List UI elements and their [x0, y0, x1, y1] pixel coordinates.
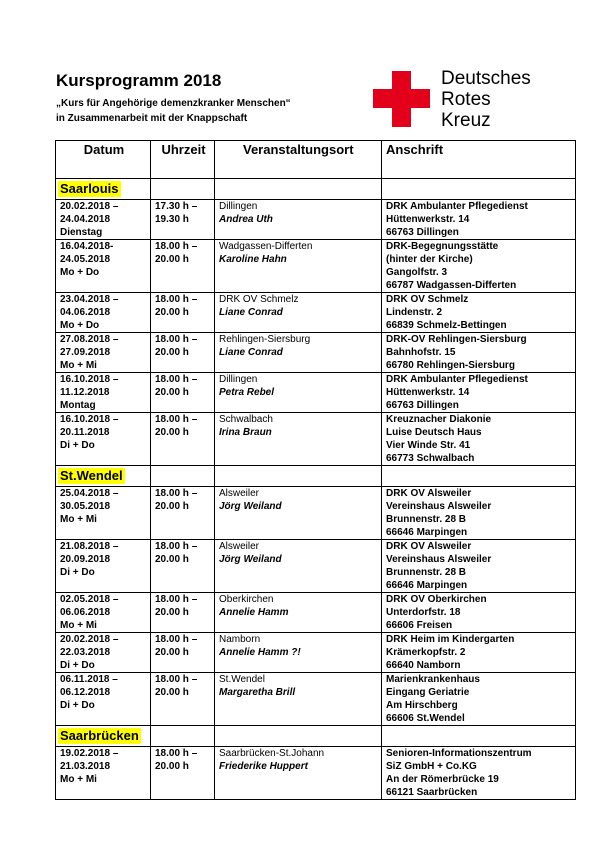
datum-line: 19.02.2018 – — [60, 748, 119, 759]
datum-cell — [56, 240, 151, 293]
section-empty-cell — [215, 726, 382, 747]
uhrzeit-line: 20.00 h — [155, 347, 189, 358]
anschrift-line: (hinter der Kirche) — [386, 254, 473, 265]
section-row — [56, 466, 576, 487]
table-row — [56, 413, 576, 466]
contact-person: Annelie Hamm — [219, 607, 289, 618]
contact-person: Liane Conrad — [219, 347, 283, 358]
contact-person: Andrea Uth — [219, 214, 273, 225]
datum-line: 24.04.2018 — [60, 214, 111, 225]
anschrift-line: 66640 Namborn — [386, 660, 461, 671]
subtitle-line-2: in Zusammenarbeit mit der Knappschaft — [56, 113, 248, 124]
ort-cell — [215, 333, 382, 373]
anschrift-line: Eingang Geriatrie — [386, 687, 470, 698]
datum-line: 06.11.2018 – — [60, 674, 118, 685]
anschrift-cell — [382, 240, 576, 293]
logo-text — [441, 68, 531, 131]
ort-name: Dillingen — [219, 374, 258, 385]
anschrift-line: Hüttenwerkstr. 14 — [386, 214, 470, 225]
anschrift-line: Lindenstr. 2 — [386, 307, 443, 318]
anschrift-line: Hüttenwerkstr. 14 — [386, 387, 470, 398]
uhrzeit-line: 17.30 h – — [155, 201, 198, 212]
uhrzeit-line: 18.00 h – — [155, 634, 198, 645]
ort-cell — [215, 373, 382, 413]
datum-cell — [56, 633, 151, 673]
anschrift-line: DRK-OV Rehlingen-Siersburg — [386, 334, 527, 345]
ort-cell — [215, 593, 382, 633]
anschrift-line: 66606 Freisen — [386, 620, 453, 631]
ort-cell — [215, 413, 382, 466]
datum-line: 16.04.2018- — [60, 241, 114, 252]
section-label: St.Wendel — [60, 468, 123, 483]
ort-name: Alsweiler — [219, 488, 260, 499]
uhrzeit-cell — [151, 333, 215, 373]
section-cell — [56, 179, 151, 200]
contact-person: Annelie Hamm ?! — [219, 647, 301, 658]
datum-line: 20.02.2018 – — [60, 201, 119, 212]
table-row — [56, 747, 576, 800]
uhrzeit-line: 18.00 h – — [155, 748, 198, 759]
section-empty-cell — [382, 466, 576, 487]
ort-cell — [215, 293, 382, 333]
section-empty-cell — [151, 179, 215, 200]
datum-cell — [56, 293, 151, 333]
uhrzeit-cell — [151, 593, 215, 633]
logo-line-3: Kreuz — [441, 110, 491, 131]
uhrzeit-line: 18.00 h – — [155, 414, 198, 425]
ort-cell — [215, 673, 382, 726]
table-row — [56, 240, 576, 293]
table-row — [56, 540, 576, 593]
anschrift-cell — [382, 487, 576, 540]
anschrift-line: 66606 St.Wendel — [386, 713, 465, 724]
uhrzeit-cell — [151, 240, 215, 293]
anschrift-line: Senioren-Informationszentrum — [386, 748, 532, 759]
anschrift-line: 66121 Saarbrücken — [386, 787, 478, 798]
table-header-row — [56, 141, 576, 179]
datum-line: Dienstag — [60, 227, 103, 238]
section-empty-cell — [215, 466, 382, 487]
header-ort: Veranstaltungsort — [215, 141, 382, 179]
uhrzeit-line: 18.00 h – — [155, 488, 198, 499]
uhrzeit-line: 20.00 h — [155, 554, 189, 565]
anschrift-cell — [382, 373, 576, 413]
uhrzeit-line: 20.00 h — [155, 307, 189, 318]
datum-cell — [56, 673, 151, 726]
table-row — [56, 593, 576, 633]
ort-name: Namborn — [219, 634, 261, 645]
anschrift-cell — [382, 333, 576, 373]
section-row — [56, 179, 576, 200]
anschrift-line: Vereinshaus Alsweiler — [386, 554, 492, 565]
ort-cell — [215, 633, 382, 673]
ort-cell — [215, 540, 382, 593]
datum-line: 21.08.2018 – — [60, 541, 119, 552]
anschrift-line: An der Römerbrücke 19 — [386, 774, 499, 785]
uhrzeit-line: 18.00 h – — [155, 541, 198, 552]
uhrzeit-line: 18.00 h – — [155, 241, 198, 252]
datum-line: 25.04.2018 – — [60, 488, 119, 499]
section-label: Saarbrücken — [60, 728, 139, 743]
datum-line: 30.05.2018 — [60, 501, 111, 512]
uhrzeit-line: 20.00 h — [155, 687, 189, 698]
anschrift-cell — [382, 540, 576, 593]
uhrzeit-cell — [151, 293, 215, 333]
anschrift-line: Brunnenstr. 28 B — [386, 514, 467, 525]
contact-person: Karoline Hahn — [219, 254, 287, 265]
course-table — [55, 140, 576, 800]
uhrzeit-line: 19.30 h — [155, 214, 189, 225]
datum-line: 23.04.2018 – — [60, 294, 119, 305]
uhrzeit-line: 20.00 h — [155, 501, 189, 512]
anschrift-line: Bahnhofstr. 15 — [386, 347, 456, 358]
uhrzeit-line: 20.00 h — [155, 761, 189, 772]
datum-line: Mo + Do — [60, 320, 100, 331]
anschrift-line: Vereinshaus Alsweiler — [386, 501, 492, 512]
anschrift-cell — [382, 593, 576, 633]
section-label: Saarlouis — [60, 181, 119, 196]
anschrift-line: DRK Ambulanter Pflegedienst — [386, 201, 528, 212]
uhrzeit-line: 18.00 h – — [155, 374, 198, 385]
header-uhrzeit: Uhrzeit — [151, 141, 215, 179]
datum-cell — [56, 540, 151, 593]
anschrift-cell — [382, 413, 576, 466]
contact-person: Friederike Huppert — [219, 761, 308, 772]
anschrift-line: DRK Ambulanter Pflegedienst — [386, 374, 528, 385]
datum-line: 24.05.2018 — [60, 254, 111, 265]
red-cross-icon — [373, 71, 430, 127]
uhrzeit-line: 18.00 h – — [155, 334, 198, 345]
ort-name: Dillingen — [219, 201, 258, 212]
uhrzeit-cell — [151, 673, 215, 726]
anschrift-line: Marienkrankenhaus — [386, 674, 480, 685]
anschrift-line: Unterdorfstr. 18 — [386, 607, 461, 618]
datum-cell — [56, 333, 151, 373]
anschrift-line: DRK OV Oberkirchen — [386, 594, 487, 605]
contact-person: Liane Conrad — [219, 307, 283, 318]
uhrzeit-cell — [151, 747, 215, 800]
ort-name: St.Wendel — [219, 674, 265, 685]
subtitle — [56, 96, 291, 126]
datum-line: Montag — [60, 400, 96, 411]
uhrzeit-line: 20.00 h — [155, 647, 189, 658]
subtitle-line-1: „Kurs für Angehörige demenzkranker Menschen“ — [56, 98, 291, 109]
datum-line: Mo + Do — [60, 267, 100, 278]
datum-line: 27.09.2018 — [60, 347, 111, 358]
anschrift-line: 66646 Marpingen — [386, 580, 468, 591]
datum-cell — [56, 593, 151, 633]
drk-logo — [373, 68, 563, 131]
uhrzeit-cell — [151, 200, 215, 240]
ort-name: DRK OV Schmelz — [219, 294, 299, 305]
datum-cell — [56, 413, 151, 466]
datum-line: 20.11.2018 — [60, 427, 110, 438]
datum-line: 22.03.2018 — [60, 647, 111, 658]
section-cell — [56, 726, 151, 747]
ort-name: Rehlingen-Siersburg — [219, 334, 311, 345]
datum-line: Mo + Mi — [60, 774, 97, 785]
uhrzeit-line: 20.00 h — [155, 427, 189, 438]
datum-line: 11.12.2018 — [60, 387, 110, 398]
anschrift-cell — [382, 673, 576, 726]
uhrzeit-line: 18.00 h – — [155, 674, 198, 685]
datum-line: 02.05.2018 – — [60, 594, 119, 605]
ort-cell — [215, 487, 382, 540]
datum-line: 16.10.2018 – — [60, 374, 119, 385]
section-empty-cell — [382, 179, 576, 200]
anschrift-line: Kreuznacher Diakonie — [386, 414, 492, 425]
datum-cell — [56, 747, 151, 800]
datum-line: 16.10.2018 – — [60, 414, 119, 425]
table-row — [56, 633, 576, 673]
logo-line-1: Deutsches — [441, 68, 531, 89]
uhrzeit-cell — [151, 373, 215, 413]
table-row — [56, 487, 576, 540]
ort-name: Wadgassen-Differten — [219, 241, 313, 252]
anschrift-line: Vier Winde Str. 41 — [386, 440, 471, 451]
contact-person: Irina Braun — [219, 427, 272, 438]
datum-line: 20.09.2018 — [60, 554, 111, 565]
datum-line: 27.08.2018 – — [60, 334, 119, 345]
anschrift-cell — [382, 200, 576, 240]
anschrift-line: DRK-Begegnungsstätte — [386, 241, 499, 252]
datum-line: Mo + Mi — [60, 620, 97, 631]
anschrift-line: 66763 Dillingen — [386, 400, 459, 411]
uhrzeit-cell — [151, 540, 215, 593]
contact-person: Jörg Weiland — [219, 501, 282, 512]
anschrift-line: DRK Heim im Kindergarten — [386, 634, 515, 645]
anschrift-line: Gangolfstr. 3 — [386, 267, 448, 278]
datum-line: Mo + Mi — [60, 360, 97, 371]
anschrift-line: SiZ GmbH + Co.KG — [386, 761, 477, 772]
anschrift-cell — [382, 747, 576, 800]
ort-cell — [215, 240, 382, 293]
anschrift-line: 66780 Rehlingen-Siersburg — [386, 360, 515, 371]
anschrift-line: DRK OV Alsweiler — [386, 541, 472, 552]
ort-cell — [215, 200, 382, 240]
uhrzeit-line: 18.00 h – — [155, 594, 198, 605]
anschrift-line: Brunnenstr. 28 B — [386, 567, 467, 578]
datum-line: Di + Do — [60, 660, 95, 671]
ort-name: Oberkirchen — [219, 594, 274, 605]
datum-cell — [56, 487, 151, 540]
datum-line: Di + Do — [60, 700, 95, 711]
uhrzeit-line: 20.00 h — [155, 607, 189, 618]
anschrift-line: 66839 Schmelz-Bettingen — [386, 320, 507, 331]
contact-person: Jörg Weiland — [219, 554, 282, 565]
anschrift-line: 66787 Wadgassen-Differten — [386, 280, 517, 291]
anschrift-line: 66773 Schwalbach — [386, 453, 475, 464]
ort-name: Saarbrücken-St.Johann — [219, 748, 325, 759]
uhrzeit-line: 20.00 h — [155, 254, 189, 265]
anschrift-line: Am Hirschberg — [386, 700, 458, 711]
uhrzeit-cell — [151, 413, 215, 466]
contact-person: Margaretha Brill — [219, 687, 296, 698]
datum-line: 06.12.2018 — [60, 687, 111, 698]
uhrzeit-line: 20.00 h — [155, 387, 189, 398]
datum-line: Di + Do — [60, 440, 95, 451]
anschrift-line: DRK OV Schmelz — [386, 294, 469, 305]
table-row — [56, 333, 576, 373]
anschrift-line: Krämerkopfstr. 2 — [386, 647, 466, 658]
ort-cell — [215, 747, 382, 800]
uhrzeit-cell — [151, 487, 215, 540]
contact-person: Petra Rebel — [219, 387, 275, 398]
header-anschrift: Anschrift — [382, 141, 576, 179]
datum-cell — [56, 373, 151, 413]
anschrift-cell — [382, 293, 576, 333]
section-row — [56, 726, 576, 747]
datum-line: 06.06.2018 — [60, 607, 111, 618]
section-empty-cell — [382, 726, 576, 747]
ort-name: Alsweiler — [219, 541, 260, 552]
anschrift-cell — [382, 633, 576, 673]
table-row — [56, 293, 576, 333]
anschrift-line: Luise Deutsch Haus — [386, 427, 482, 438]
datum-line: Di + Do — [60, 567, 95, 578]
anschrift-line: 66763 Dillingen — [386, 227, 459, 238]
datum-line: 20.02.2018 – — [60, 634, 119, 645]
table-row — [56, 200, 576, 240]
datum-line: Mo + Mi — [60, 514, 97, 525]
datum-cell — [56, 200, 151, 240]
logo-line-2: Rotes — [441, 89, 491, 110]
section-empty-cell — [151, 726, 215, 747]
uhrzeit-cell — [151, 633, 215, 673]
header-datum: Datum — [56, 141, 151, 179]
section-empty-cell — [151, 466, 215, 487]
anschrift-line: 66646 Marpingen — [386, 527, 468, 538]
table-body — [56, 179, 576, 800]
datum-line: 04.06.2018 — [60, 307, 111, 318]
datum-line: 21.03.2018 — [60, 761, 111, 772]
section-empty-cell — [215, 179, 382, 200]
table-row — [56, 373, 576, 413]
table-row — [56, 673, 576, 726]
anschrift-line: DRK OV Alsweiler — [386, 488, 472, 499]
section-cell — [56, 466, 151, 487]
uhrzeit-line: 18.00 h – — [155, 294, 198, 305]
page-title: Kursprogramm 2018 — [56, 71, 222, 90]
ort-name: Schwalbach — [219, 414, 273, 425]
